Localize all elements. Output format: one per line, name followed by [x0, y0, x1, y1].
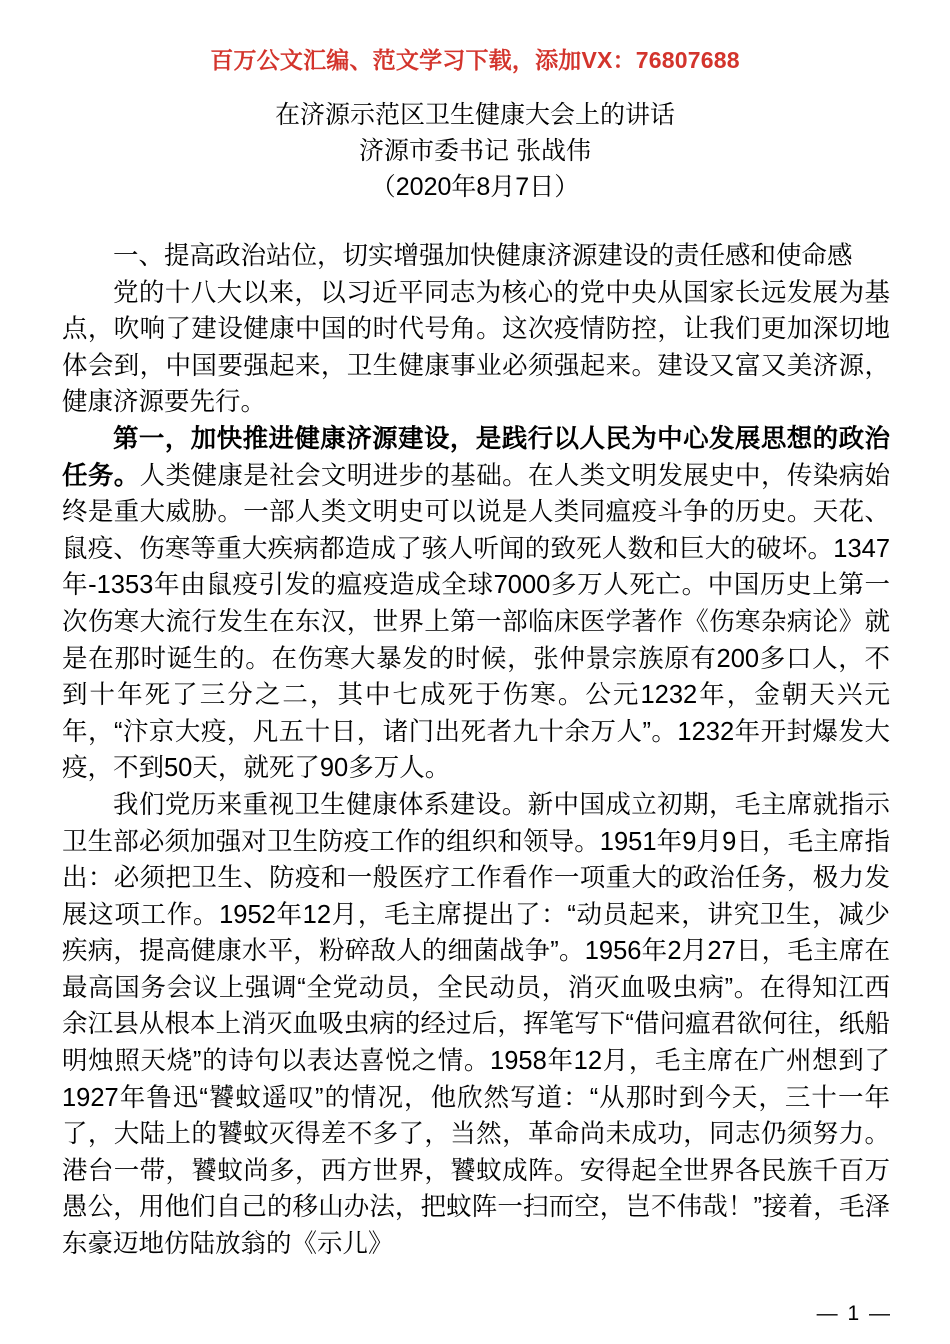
promo-banner-text: 百万公文汇编、范文学习下载，添加VX：76807688 [210, 47, 740, 73]
document-date: （2020年8月7日） [370, 173, 580, 201]
paragraph-two-bold-lead: 第一，加快推进健康济源建设，是践行以人民为中心发展思想的政治任务。 [62, 424, 890, 490]
paragraph-two [62, 421, 890, 787]
page-number: — 1 — [816, 1302, 892, 1325]
section-heading-one: 一、提高政治站位，切实增强加快健康济源建设的责任感和使命感 [113, 242, 853, 270]
document-body [62, 238, 890, 1263]
paragraph-three: 我们党历来重视卫生健康体系建设。新中国成立初期，毛主席就指示卫生部必须加强对卫生防疫工作的组织和领导。1951年9月9日，毛主席指出：必须把卫生、防疫和一般医疗工作看作一项重大的政治任务，极力发展这项工作。1952年12月，毛主席提出了：“动员起来，讲究卫生，减少疾病，提高健康水平，粉碎敌人的细菌战争”。1956年2月27日，毛主席在最高国务会议上强调“全党动员，全民动员，消灭血吸虫病”。在得知江西余江县从根本上消灭血吸虫病的经过后，挥笔写下“借问瘟君欲何往，纸船明烛照天烧”的诗句以表达喜悦之情。1958年12月，毛主席在广州想到了1927年鲁迅“饕蚊遥叹”的情况，他欣然写道：“从那时到今天，三十一年了，大陆上的饕蚊灭得差不多了，当然，革命尚未成功，同志仍须努力。港台一带，饕蚊尚多，西方世界，饕蚊成阵。安得起全世界各民族千百万愚公，用他们自己的移山办法，把蚊阵一扫而空，岂不伟哉！”接着，毛泽东豪迈地仿陆放翁的《示儿》 [62, 790, 890, 1259]
document-title: 在济源示范区卫生健康大会上的讲话 [274, 101, 675, 129]
document-title-block [0, 97, 950, 205]
paragraph-two-body: 人类健康是社会文明进步的基础。在人类文明发展史中，传染病始终是重大威胁。一部人类文明史可以说是人类同瘟疫斗争的历史。天花、鼠疫、伤寒等重大疾病都造成了骇人听闻的致死人数和巨大的破坏。1347年-1353年由鼠疫引发的瘟疫造成全球7000多万人死亡。中国历史上第一次伤寒大流行发生在东汉，世界上第一部临床医学著作《伤寒杂病论》就是在那时诞生的。在伤寒大暴发的时候，张仲景宗族原有200多口人，不到十年死了三分之二，其中七成死于伤寒。公元1232年，金朝天兴元年，“汴京大疫，凡五十日，诸门出死者九十余万人”。1232年开封爆发大疫，不到50天，就死了90多万人。 [62, 461, 890, 783]
document-author: 济源市委书记 张战伟 [359, 137, 591, 165]
paragraph-one: 党的十八大以来，以习近平同志为核心的党中央从国家长远发展为基点，吹响了建设健康中国的时代号角。这次疫情防控，让我们更加深切地体会到，中国要强起来，卫生健康事业必须强起来。建设又富又美济源，健康济源要先行。 [62, 278, 890, 417]
